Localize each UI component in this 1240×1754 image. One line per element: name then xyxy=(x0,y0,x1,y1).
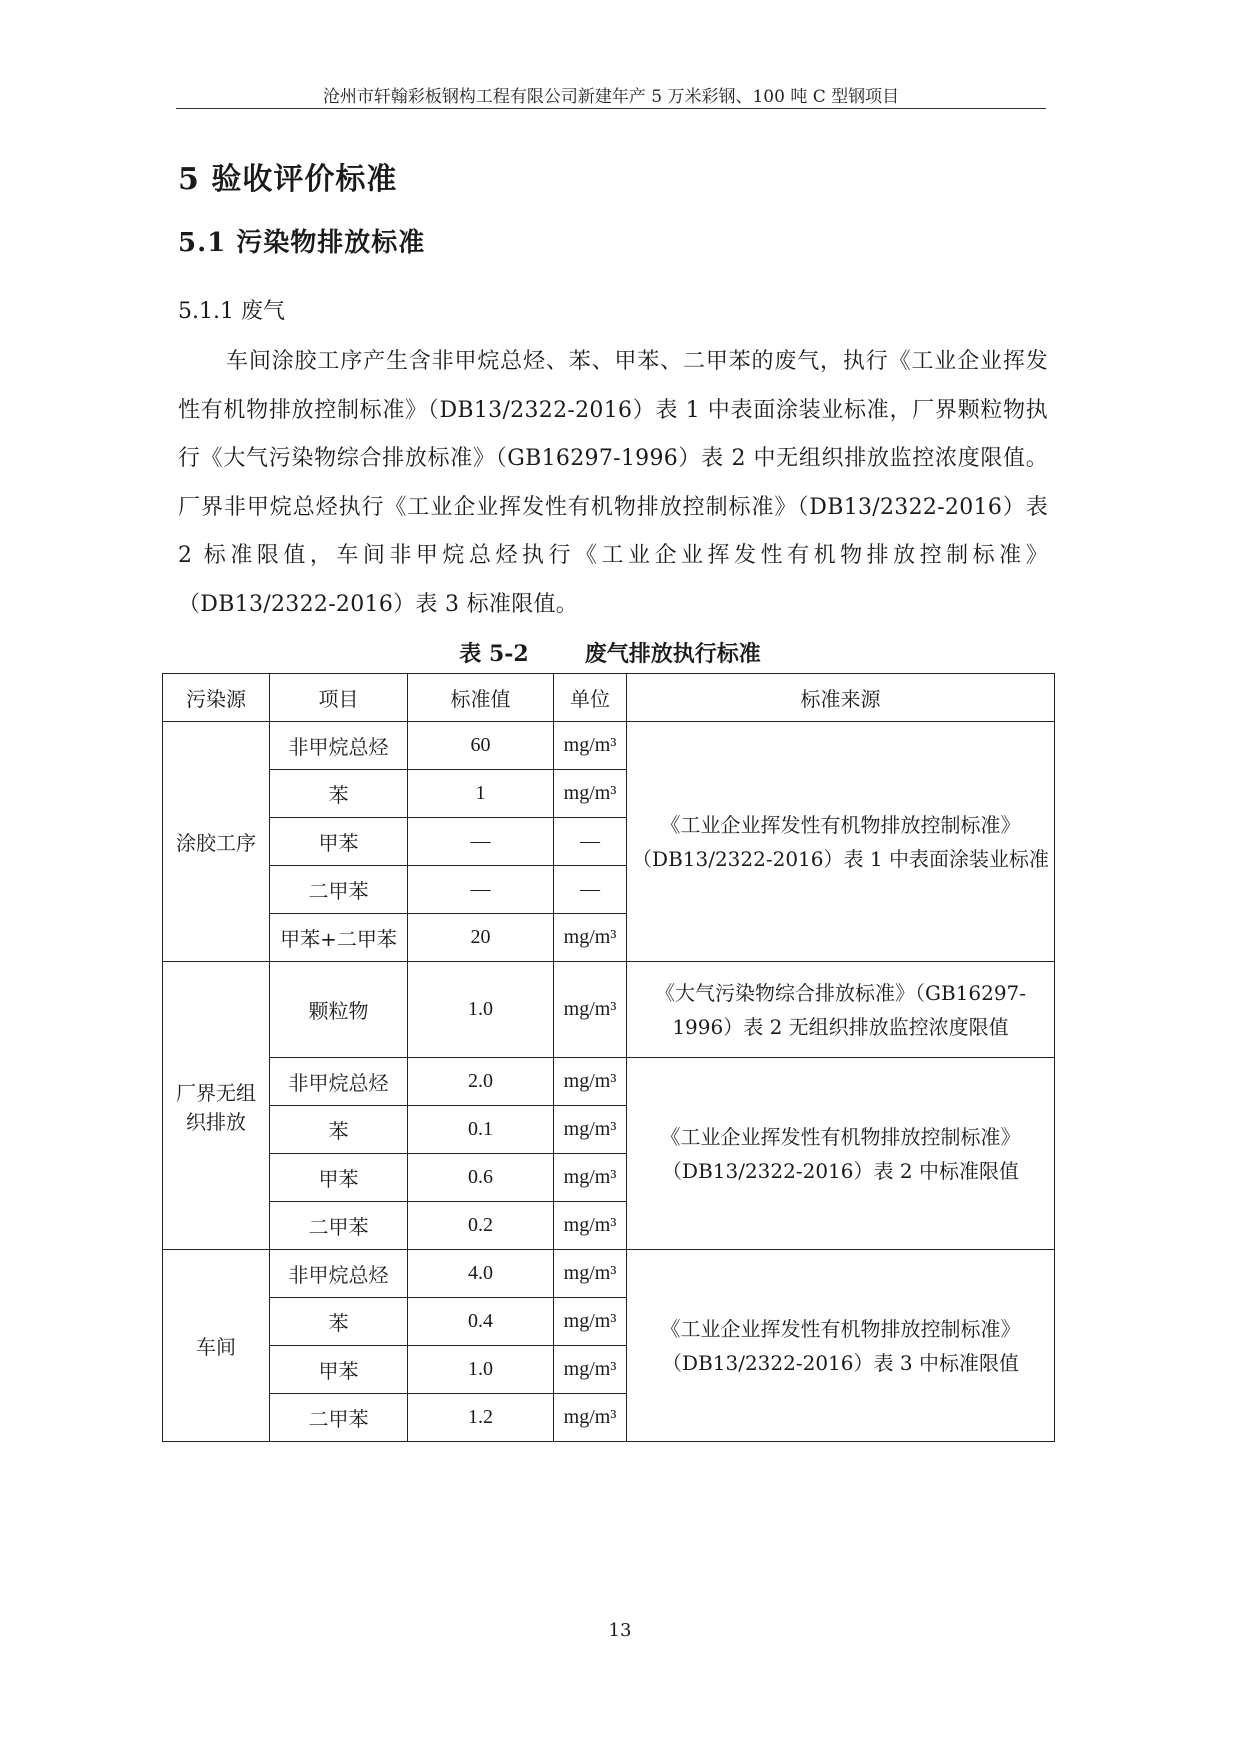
item-cell: 甲苯 xyxy=(270,818,408,866)
unit-cell: mg/m³ xyxy=(554,1106,627,1154)
value-cell: 0.6 xyxy=(408,1154,554,1202)
value-cell: 1.0 xyxy=(408,1346,554,1394)
table-header-row xyxy=(163,674,1055,722)
header-cell: 单位 xyxy=(554,674,627,722)
unit-cell: mg/m³ xyxy=(554,1058,627,1106)
value-cell: 1.2 xyxy=(408,1394,554,1442)
value-cell: 1 xyxy=(408,770,554,818)
unit-cell: mg/m³ xyxy=(554,722,627,770)
emission-standards-table xyxy=(162,673,1055,1442)
item-cell: 二甲苯 xyxy=(270,1394,408,1442)
value-cell: 0.4 xyxy=(408,1298,554,1346)
sub-subsection-heading: 5.1.1 废气 xyxy=(178,299,285,324)
item-cell: 二甲苯 xyxy=(270,866,408,914)
section-heading: 5 验收评价标准 xyxy=(178,162,398,197)
value-cell: — xyxy=(408,866,554,914)
value-cell: 0.1 xyxy=(408,1106,554,1154)
item-cell: 甲苯 xyxy=(270,1346,408,1394)
value-cell: 4.0 xyxy=(408,1250,554,1298)
table-row xyxy=(163,1058,1055,1106)
unit-cell: mg/m³ xyxy=(554,770,627,818)
value-cell: 0.2 xyxy=(408,1202,554,1250)
unit-cell: mg/m³ xyxy=(554,1394,627,1442)
unit-cell: mg/m³ xyxy=(554,1154,627,1202)
source-cell: 涂胶工序 xyxy=(163,722,270,962)
header-rule xyxy=(176,108,1046,109)
unit-cell: mg/m³ xyxy=(554,1202,627,1250)
unit-cell: mg/m³ xyxy=(554,1298,627,1346)
standard-cell: 《工业企业挥发性有机物排放控制标准》（DB13/2322-2016）表 1 中表面涂装业标准 xyxy=(627,722,1055,962)
header-cell: 污染源 xyxy=(163,674,270,722)
header-cell: 项目 xyxy=(270,674,408,722)
header-cell: 标准来源 xyxy=(627,674,1055,722)
item-cell: 颗粒物 xyxy=(270,962,408,1058)
table-number: 表 5-2 xyxy=(459,641,529,667)
item-cell: 甲苯 xyxy=(270,1154,408,1202)
item-cell: 苯 xyxy=(270,770,408,818)
table-row xyxy=(163,962,1055,1058)
unit-cell: mg/m³ xyxy=(554,1250,627,1298)
item-cell: 二甲苯 xyxy=(270,1202,408,1250)
source-cell: 厂界无组织排放 xyxy=(163,962,270,1250)
value-cell: 2.0 xyxy=(408,1058,554,1106)
value-cell: 60 xyxy=(408,722,554,770)
item-cell: 非甲烷总烃 xyxy=(270,722,408,770)
subsection-heading: 5.1 污染物排放标准 xyxy=(178,228,426,258)
table-row xyxy=(163,1250,1055,1298)
standard-cell: 《工业企业挥发性有机物排放控制标准》（DB13/2322-2016）表 3 中标准限值 xyxy=(627,1250,1055,1442)
table-caption xyxy=(160,637,1060,668)
header-cell: 标准值 xyxy=(408,674,554,722)
table-title: 废气排放执行标准 xyxy=(584,641,761,667)
unit-cell: mg/m³ xyxy=(554,962,627,1058)
item-cell: 甲苯+二甲苯 xyxy=(270,914,408,962)
unit-cell: — xyxy=(554,866,627,914)
unit-cell: — xyxy=(554,818,627,866)
unit-cell: mg/m³ xyxy=(554,1346,627,1394)
running-header: 沧州市轩翰彩板钢构工程有限公司新建年产 5 万米彩钢、100 吨 C 型钢项目 xyxy=(322,87,900,107)
value-cell: — xyxy=(408,818,554,866)
item-cell: 苯 xyxy=(270,1298,408,1346)
source-cell: 车间 xyxy=(163,1250,270,1442)
unit-cell: mg/m³ xyxy=(554,914,627,962)
item-cell: 非甲烷总烃 xyxy=(270,1058,408,1106)
standard-cell: 《工业企业挥发性有机物排放控制标准》（DB13/2322-2016）表 2 中标准限值 xyxy=(627,1058,1055,1250)
standard-cell: 《大气污染物综合排放标准》（GB16297-1996）表 2 无组织排放监控浓度限值 xyxy=(627,962,1055,1058)
page-number: 13 xyxy=(608,1620,632,1641)
item-cell: 非甲烷总烃 xyxy=(270,1250,408,1298)
table-row xyxy=(163,722,1055,770)
body-paragraph: 车间涂胶工序产生含非甲烷总烃、苯、甲苯、二甲苯的废气，执行《工业企业挥发性有机物排放控制标准》（DB13/2322-2016）表 1 中表面涂装业标准，厂界颗粒物执行《大气污染物综合排放标准》（GB16297-1996）表 2 中无组织排放监控浓度限值。厂界非甲烷总烃执行《工业企业挥发性有机物排放控制标准》（DB13/2322-2016）表 2 标准限值，车间非甲烷总烃执行《工业企业挥发性有机物排放控制标准》（DB13/2322-2016）表 3 标准限值。 xyxy=(178,349,1048,617)
item-cell: 苯 xyxy=(270,1106,408,1154)
value-cell: 20 xyxy=(408,914,554,962)
value-cell: 1.0 xyxy=(408,962,554,1058)
